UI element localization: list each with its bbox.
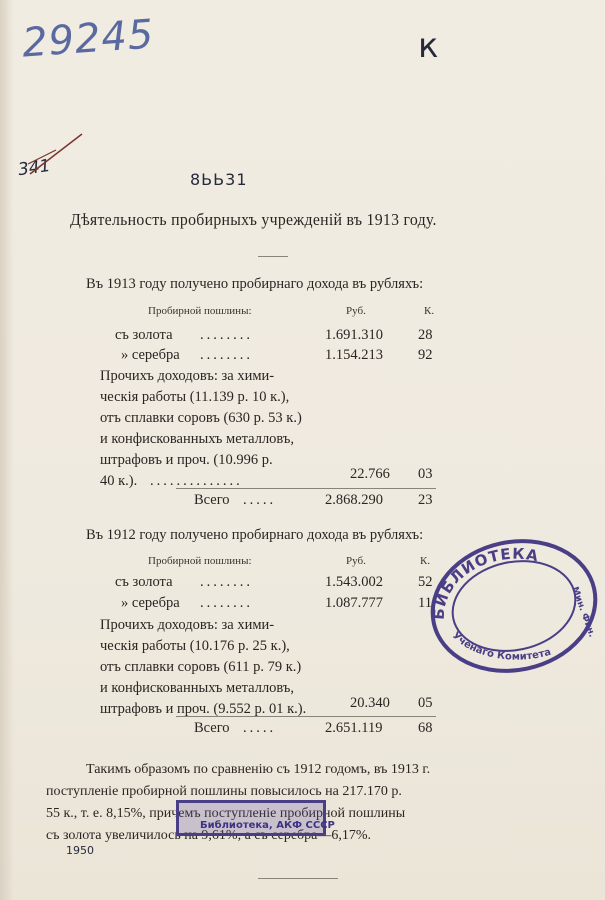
section-1913-col-rub: Руб.	[346, 305, 366, 317]
section-1912-other-line: Прочихъ доходовъ: за хими-	[100, 617, 275, 633]
section-1912-col-rub: Руб.	[346, 555, 366, 567]
section-1913-silver-label: » серебра	[121, 347, 180, 363]
section-1912-header-label: Пробирной пошлины:	[148, 555, 252, 567]
section-1912-total-rule	[176, 716, 436, 717]
bottom-divider	[258, 878, 338, 879]
section-1912-other-line: штрафовъ и проч. (9.552 р. 01 к.).	[100, 701, 307, 717]
section-1912-silver-label: » серебра	[121, 595, 180, 611]
conclusion-line: съ золота увеличилось на 9,61%, а съ серебра—6,17%.	[46, 828, 372, 843]
handwritten-inventory-number: 29245	[20, 11, 156, 67]
section-1913-intro: Въ 1913 году получено пробирнаго дохода въ рубляхъ:	[86, 276, 424, 292]
dot-leader: ..............	[150, 473, 243, 489]
svg-text:Ученаго Комитета	[450, 630, 553, 662]
section-1913-header-label: Пробирной пошлины:	[148, 305, 252, 317]
section-1912-intro: Въ 1912 году получено пробирнаго дохода въ рубляхъ:	[86, 527, 424, 543]
section-1912-total-label: Всего	[194, 720, 230, 736]
handwritten-margin-number: 341	[16, 155, 52, 181]
section-1912-total-rub: 2.651.119	[325, 720, 383, 736]
section-1913-gold-label: съ золота	[115, 327, 173, 343]
section-1913-silver-kop: 92	[418, 347, 433, 363]
margin-strike-mark	[26, 130, 86, 180]
svg-text:БИБЛИОТЕКА	[430, 545, 541, 621]
section-1913-gold-rub: 1.691.310	[325, 327, 383, 343]
dot-leader: ........	[200, 347, 253, 363]
stamp-oval-bottom-text: Ученаго Комитета	[449, 630, 553, 663]
dot-leader: ........	[200, 327, 253, 343]
section-1913-silver-rub: 1.154.213	[325, 347, 383, 363]
section-1913-other-line: 40 к.).	[100, 473, 138, 489]
handwritten-call-number: 8ЬЬ31	[190, 170, 248, 189]
stamp-oval-right-text: Мин. Фин.	[569, 585, 597, 639]
section-1912-other-line: ческія работы (10.176 р. 25 к.),	[100, 638, 290, 654]
section-1912-col-kop: К.	[420, 555, 431, 567]
section-1912-other-line: и конфискованныхъ металловъ,	[100, 680, 295, 696]
title-divider	[258, 256, 288, 257]
section-1912-total-kop: 68	[418, 720, 433, 736]
section-1913-other-line: штрафовъ и проч. (10.996 р.	[100, 452, 273, 468]
section-1913-col-kop: К.	[424, 305, 435, 317]
section-1912-silver-rub: 1.087.777	[325, 595, 383, 611]
section-1913-other-rub: 22.766	[350, 466, 390, 482]
section-1912-gold-kop: 52	[418, 574, 433, 590]
stamp-oval-top-text: БИБЛИОТЕКА	[429, 544, 541, 621]
dot-leader: .....	[243, 492, 277, 508]
section-1913-other-kop: 03	[418, 466, 433, 482]
section-1912-other-rub: 20.340	[350, 695, 390, 711]
handwritten-bottom-number: 1950	[66, 844, 94, 857]
section-1913-total-kop: 23	[418, 492, 433, 508]
conclusion-line: 55 к., т. е. 8,15%, причемъ поступленіе пробирной пошлины	[46, 806, 406, 821]
section-1913-total-label: Всего	[194, 492, 230, 508]
document-title: Дѣятельность пробирныхъ учрежденій въ 1913 году.	[70, 210, 437, 229]
handwritten-letter: к	[418, 26, 439, 66]
page-edge-shadow	[0, 0, 14, 900]
section-1913-other-line: Прочихъ доходовъ: за хими-	[100, 368, 275, 384]
section-1912-other-kop: 05	[418, 695, 433, 711]
dot-leader: ........	[200, 595, 253, 611]
section-1913-other-line: отъ сплавки соровъ (630 р. 53 к.)	[100, 410, 302, 426]
stamp-rect-text: Библиотека, АКФ СССР	[200, 820, 335, 831]
section-1912-gold-label: съ золота	[115, 574, 173, 590]
conclusion-line: поступленіе пробирной пошлины повысилось на 217.170 р.	[46, 784, 402, 799]
section-1913-gold-kop: 28	[418, 327, 433, 343]
section-1913-other-line: ческія работы (11.139 р. 10 к.),	[100, 389, 290, 405]
section-1913-other-line: и конфискованныхъ металловъ,	[100, 431, 295, 447]
library-stamp-oval	[422, 528, 602, 676]
section-1912-silver-kop: 11	[418, 595, 432, 611]
section-1912-gold-rub: 1.543.002	[325, 574, 383, 590]
section-1913-total-rub: 2.868.290	[325, 492, 383, 508]
section-1912-other-line: отъ сплавки соровъ (611 р. 79 к.)	[100, 659, 302, 675]
dot-leader: .....	[243, 720, 277, 736]
dot-leader: ........	[200, 574, 253, 590]
conclusion-line: Такимъ образомъ по сравненію съ 1912 годомъ, въ 1913 г.	[86, 762, 431, 777]
section-1913-total-rule	[176, 488, 436, 489]
